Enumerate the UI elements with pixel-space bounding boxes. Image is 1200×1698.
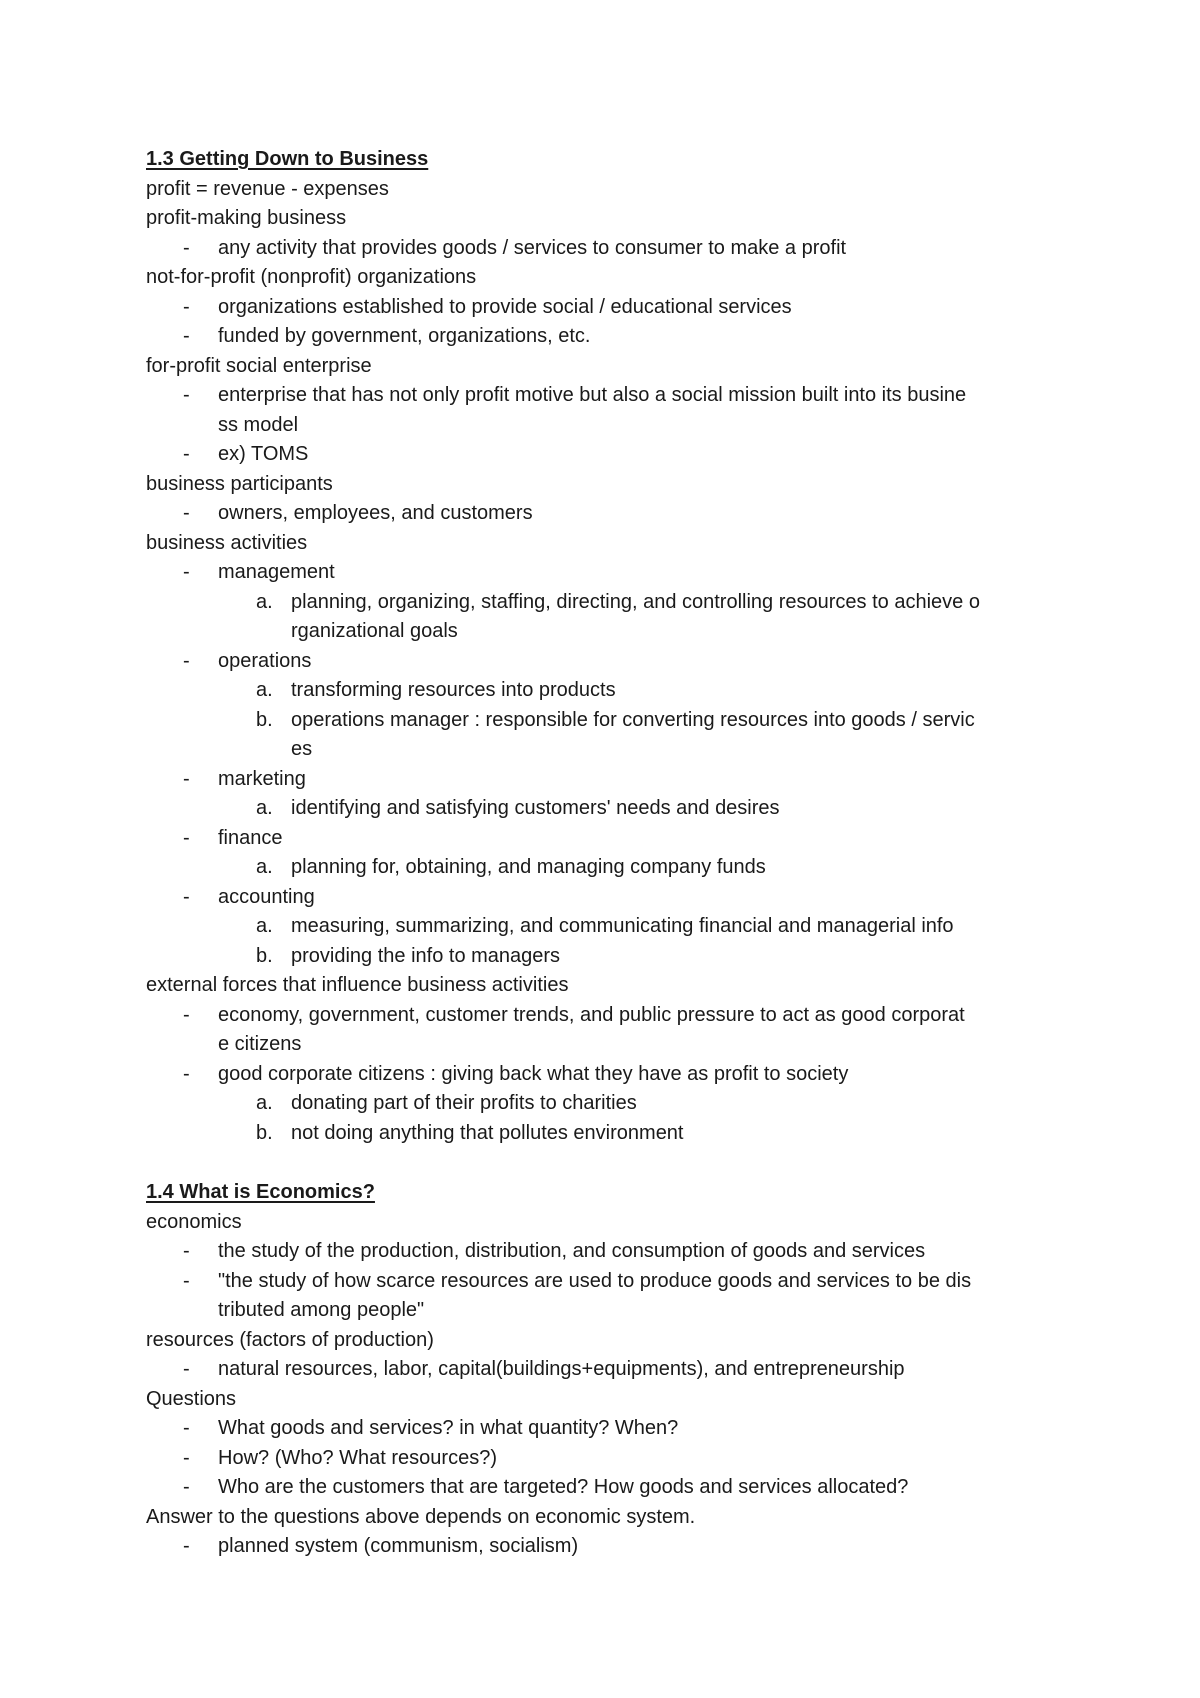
sub-item-text-line: planning, organizing, staffing, directing, and controlling resources to achieve o bbox=[291, 590, 980, 613]
list-marker: b. bbox=[256, 708, 273, 731]
section-spacer bbox=[146, 1148, 1066, 1178]
list-marker: a. bbox=[256, 1092, 273, 1114]
bullet-item: - funded by government, organizations, etc. bbox=[146, 322, 1066, 352]
list-marker: a. bbox=[256, 915, 273, 937]
list-marker: b. bbox=[256, 1121, 273, 1144]
bullet-item: - any activity that provides goods / services to consumer to make a profit bbox=[146, 234, 1066, 264]
text-line: for-profit social enterprise bbox=[146, 354, 372, 377]
bullet-item: - How? (Who? What resources?) bbox=[146, 1444, 1066, 1474]
bullet-text-line: tributed among people" bbox=[218, 1299, 425, 1321]
sub-item-text: providing the info to managers bbox=[291, 944, 561, 967]
bullet-item: - organizations established to provide social / educational services bbox=[146, 293, 1066, 323]
sub-item-text: measuring, summarizing, and communicating financial and managerial info bbox=[291, 915, 954, 937]
bullet-item: - owners, employees, and customers bbox=[146, 499, 1066, 529]
sub-item bbox=[146, 676, 1066, 706]
text-line: external forces that influence business activities bbox=[146, 974, 569, 996]
bullet-item: - accounting bbox=[146, 883, 1066, 913]
sub-item bbox=[146, 1119, 1066, 1149]
sub-item bbox=[146, 794, 1066, 824]
text-line: economics bbox=[146, 1210, 242, 1233]
bullet-item: - ex) TOMS bbox=[146, 440, 1066, 470]
bullet-item: - natural resources, labor, capital(buildings+equipments), and entrepreneurship bbox=[146, 1355, 1066, 1385]
bullet-item bbox=[146, 381, 1058, 440]
list-marker: a. bbox=[256, 856, 273, 878]
bullet-text-line: - "the study of how scarce resources are used to produce goods and services to be dis bbox=[218, 1269, 972, 1292]
sub-item-text: donating part of their profits to charities bbox=[291, 1092, 637, 1114]
list-marker: b. bbox=[256, 944, 273, 967]
bullet-text-line: ss model bbox=[218, 413, 299, 436]
bullet-text-line: e citizens bbox=[218, 1033, 302, 1055]
bullet-item: - the study of the production, distribution, and consumption of goods and services bbox=[146, 1237, 1066, 1267]
bullet-item: - management bbox=[146, 558, 1066, 588]
section-heading-business: 1.3 Getting Down to Business bbox=[146, 148, 429, 170]
bullet-item: - operations bbox=[146, 647, 1066, 677]
sub-item-text-line: es bbox=[291, 738, 313, 760]
text-line: profit = revenue - expenses bbox=[146, 177, 389, 200]
sub-item-text: identifying and satisfying customers' needs and desires bbox=[291, 797, 780, 819]
section-heading-economics: 1.4 What is Economics? bbox=[146, 1181, 375, 1203]
bullet-item: - Who are the customers that are targeted? How goods and services allocated? bbox=[146, 1473, 1066, 1503]
bullet-item bbox=[146, 1267, 1058, 1326]
notes-page bbox=[146, 145, 1066, 1562]
bullet-item: - marketing bbox=[146, 765, 1066, 795]
list-marker: a. bbox=[256, 590, 273, 613]
bullet-item: - finance bbox=[146, 824, 1066, 854]
sub-item bbox=[146, 588, 1066, 647]
sub-item-text: not doing anything that pollutes environment bbox=[291, 1121, 684, 1144]
sub-item bbox=[146, 853, 1066, 883]
sub-item bbox=[146, 942, 1066, 972]
list-marker: a. bbox=[256, 797, 273, 819]
sub-item-text-line: rganizational goals bbox=[291, 620, 458, 642]
sub-item-text: planning for, obtaining, and managing company funds bbox=[291, 856, 766, 878]
text-line: profit-making business bbox=[146, 207, 347, 229]
sub-item-text-line: operations manager : responsible for converting resources into goods / servic bbox=[291, 708, 975, 731]
bullet-item: - good corporate citizens : giving back what they have as profit to society bbox=[146, 1060, 1066, 1090]
sub-item bbox=[146, 912, 1066, 942]
text-line: not-for-profit (nonprofit) organizations bbox=[146, 266, 477, 288]
bullet-text-line: - economy, government, customer trends, and public pressure to act as good corporat bbox=[218, 1003, 965, 1026]
sub-item-text: transforming resources into products bbox=[291, 679, 616, 701]
list-marker: a. bbox=[256, 679, 273, 701]
text-line: Answer to the questions above depends on economic system. bbox=[146, 1505, 696, 1528]
bullet-item bbox=[146, 1001, 1058, 1060]
text-line: Questions bbox=[146, 1387, 237, 1410]
bullet-item: - What goods and services? in what quantity? When? bbox=[146, 1414, 1066, 1444]
sub-item bbox=[146, 1089, 1066, 1119]
sub-item bbox=[146, 706, 1066, 765]
text-line: business participants bbox=[146, 472, 333, 495]
text-line: resources (factors of production) bbox=[146, 1328, 434, 1351]
bullet-item: - planned system (communism, socialism) bbox=[146, 1532, 1066, 1562]
text-line: business activities bbox=[146, 531, 308, 554]
bullet-text-line: - enterprise that has not only profit motive but also a social mission built into its busine bbox=[218, 384, 967, 406]
